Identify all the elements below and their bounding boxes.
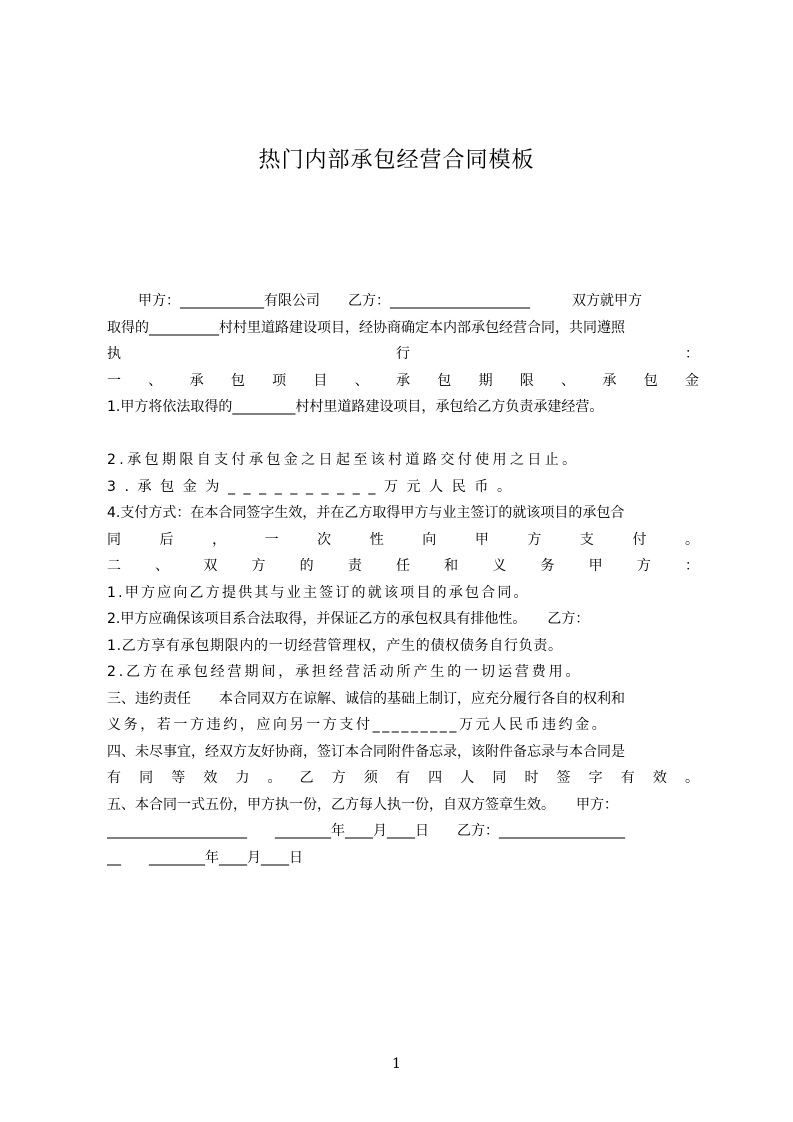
clause-1-3: 3.承包金为__________万元人民币。 (107, 478, 520, 495)
section-heading-2: 二 、 双 方 的 责 任 和 义 务 甲 方 ： (107, 558, 699, 574)
paragraph-line-2: 取得的__________村村里道路建设项目，经协商确定本内部承包经营合同，共同遵照 (107, 319, 625, 336)
clause-1-2: 2.承包期限自支付承包金之日起至该村道路交付使用之日止。 (107, 452, 580, 468)
clause-2-3: 1.乙方享有承包期限内的一切经营管理权，产生的债权债务自行负责。 (107, 637, 563, 654)
paragraph-line-1: 甲方：____________有限公司 乙方：____________________ 双方就甲方 (138, 293, 642, 309)
clause-2-1: 1.甲方应向乙方提供其与业主签订的就该项目的承包合同。 (107, 584, 530, 601)
document-title: 热门内部承包经营合同模板 (258, 148, 535, 173)
contract-body (107, 288, 699, 871)
signature-line-1: ____________________ ________年____月____日 乙方：__________________ (107, 823, 625, 839)
clause-2-4: 2.乙方在承包经营期间，承担经营活动所产生的一切运营费用。 (107, 664, 583, 680)
section-heading-1: 一 、 承 包 项 目 、 承 包 期 限 、 承 包 金 (107, 372, 699, 389)
page-number: 1 (392, 1056, 401, 1072)
clause-3-cont: 义务，若一方违约，应向另一方支付_________万元人民币违约金。 (107, 717, 609, 733)
blank-line (107, 421, 699, 448)
signature-line-2: __ ________年____月____日 (107, 849, 303, 866)
clause-4-cont: 有 同 等 效 力 。 乙 方 须 有 四 人 同 时 签 字 有 效 。 (107, 770, 699, 786)
paragraph-line-3: 执 行 ： (107, 346, 699, 362)
clause-2-2: 2.甲方应确保该项目系合法取得，并保证乙方的承包权具有排他性。 乙方： (107, 611, 590, 627)
section-heading-5: 五、本合同一式五份，甲方执一份，乙方每人执一份，自双方签章生效。 甲方： (107, 796, 618, 813)
section-heading-4: 四、未尽事宜，经双方友好协商，签订本合同附件备忘录，该附件备忘录与本合同是 (107, 743, 625, 760)
clause-1-1: 1.甲方将依法取得的_________村村里道路建设项目，承包给乙方负责承建经营。 (107, 399, 604, 415)
clause-1-4: 4.支付方式：在本合同签字生效，并在乙方取得甲方与业主签订的就该项目的承包合 (107, 505, 625, 521)
clause-1-4-cont: 同 后 ， 一 次 性 向 甲 方 支 付 。 (107, 531, 699, 548)
section-heading-3: 三、违约责任 本合同双方在谅解、诚信的基础上制订，应充分履行各自的权利和 (107, 690, 625, 707)
